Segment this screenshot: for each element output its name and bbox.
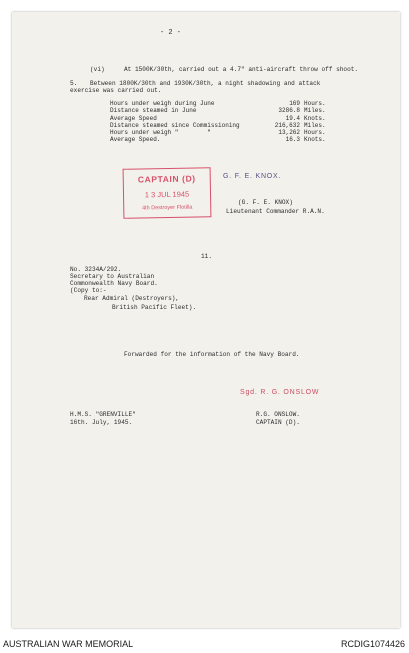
stat-row bbox=[110, 136, 336, 143]
addressee-line-1: Secretary to Australian bbox=[70, 273, 155, 280]
stat-label: Hours under weigh during June bbox=[110, 100, 215, 107]
addressee-line-2: Commonwealth Navy Board. bbox=[70, 280, 158, 287]
stat-row bbox=[110, 115, 336, 122]
stat-unit: Hours. bbox=[304, 100, 326, 107]
statistics-table bbox=[110, 100, 336, 144]
ship-name: H.M.S. "GRENVILLE" bbox=[70, 411, 136, 418]
stat-label: Average Speed bbox=[110, 114, 157, 122]
stamp-unit: 4th Destroyer Flotilla bbox=[141, 204, 193, 212]
signature-stamp-onslow: Sgd. R. G. ONSLOW bbox=[240, 389, 320, 396]
copy-recipient-1: Rear Admiral (Destroyers), bbox=[84, 295, 180, 302]
signatory-2-name: R.G. ONSLOW. bbox=[256, 411, 300, 418]
stat-label: Distance steamed in June bbox=[110, 107, 197, 115]
para-vi-number: (vi) bbox=[90, 66, 105, 73]
stat-unit: Hours. bbox=[304, 129, 326, 137]
stat-value: 19.4 bbox=[285, 114, 300, 122]
stat-label: Hours under weigh " " bbox=[110, 129, 211, 137]
para-vi-text: At 1500K/30th, carried out a 4.7" anti-aircraft throw off shoot. bbox=[124, 66, 359, 73]
document-date: 16th. July, 1945. bbox=[70, 419, 133, 426]
stat-value: 169 bbox=[289, 100, 300, 107]
stamp-title: CAPTAIN (D) bbox=[137, 173, 196, 185]
stat-label: Average Speed. bbox=[110, 136, 161, 144]
signatory-name: (G. F. E. KNOX) bbox=[238, 199, 293, 206]
para-5-line1: Between 1800K/30th and 1930K/30th, a night shadowing and attack bbox=[90, 80, 321, 87]
copy-to-line: (Copy to:- bbox=[70, 287, 107, 294]
reference-number: No. 3234A/292. bbox=[70, 266, 122, 273]
section-number: 11. bbox=[201, 253, 212, 260]
stat-row bbox=[110, 107, 336, 114]
para-5-line2: exercise was carried out. bbox=[70, 87, 162, 94]
signature-stamp-knox: G. F. E. KNOX. bbox=[223, 173, 282, 180]
stat-row bbox=[110, 100, 336, 107]
archive-id: RCDIG1074426 bbox=[340, 639, 405, 649]
stat-value: 13,262 bbox=[278, 129, 300, 137]
stat-unit: Knots. bbox=[304, 114, 326, 122]
stat-value: 216,632 bbox=[274, 121, 300, 129]
captain-d-stamp bbox=[123, 167, 212, 219]
stat-value: 16.3 bbox=[285, 136, 300, 144]
stat-unit: Knots. bbox=[304, 136, 326, 144]
stat-label: Distance steamed since Commissioning bbox=[110, 121, 240, 129]
copy-recipient-2: British Pacific Fleet). bbox=[112, 304, 197, 311]
stat-unit: Miles. bbox=[304, 121, 326, 129]
forwarded-note: Forwarded for the information of the Navy Board. bbox=[124, 351, 300, 358]
signatory-rank: Lieutenant Commander R.A.N. bbox=[226, 208, 325, 215]
stat-row bbox=[110, 122, 336, 129]
signatory-2-title: CAPTAIN (D). bbox=[256, 419, 300, 426]
para-5-number: 5. bbox=[70, 80, 78, 87]
stat-row bbox=[110, 129, 336, 136]
page-number: - 2 - bbox=[160, 29, 182, 37]
stat-unit: Miles. bbox=[304, 107, 326, 115]
archive-name: AUSTRALIAN WAR MEMORIAL bbox=[3, 639, 134, 649]
stat-value: 3286.8 bbox=[278, 107, 300, 115]
stamp-date: 1 3 JUL 1945 bbox=[144, 189, 190, 200]
